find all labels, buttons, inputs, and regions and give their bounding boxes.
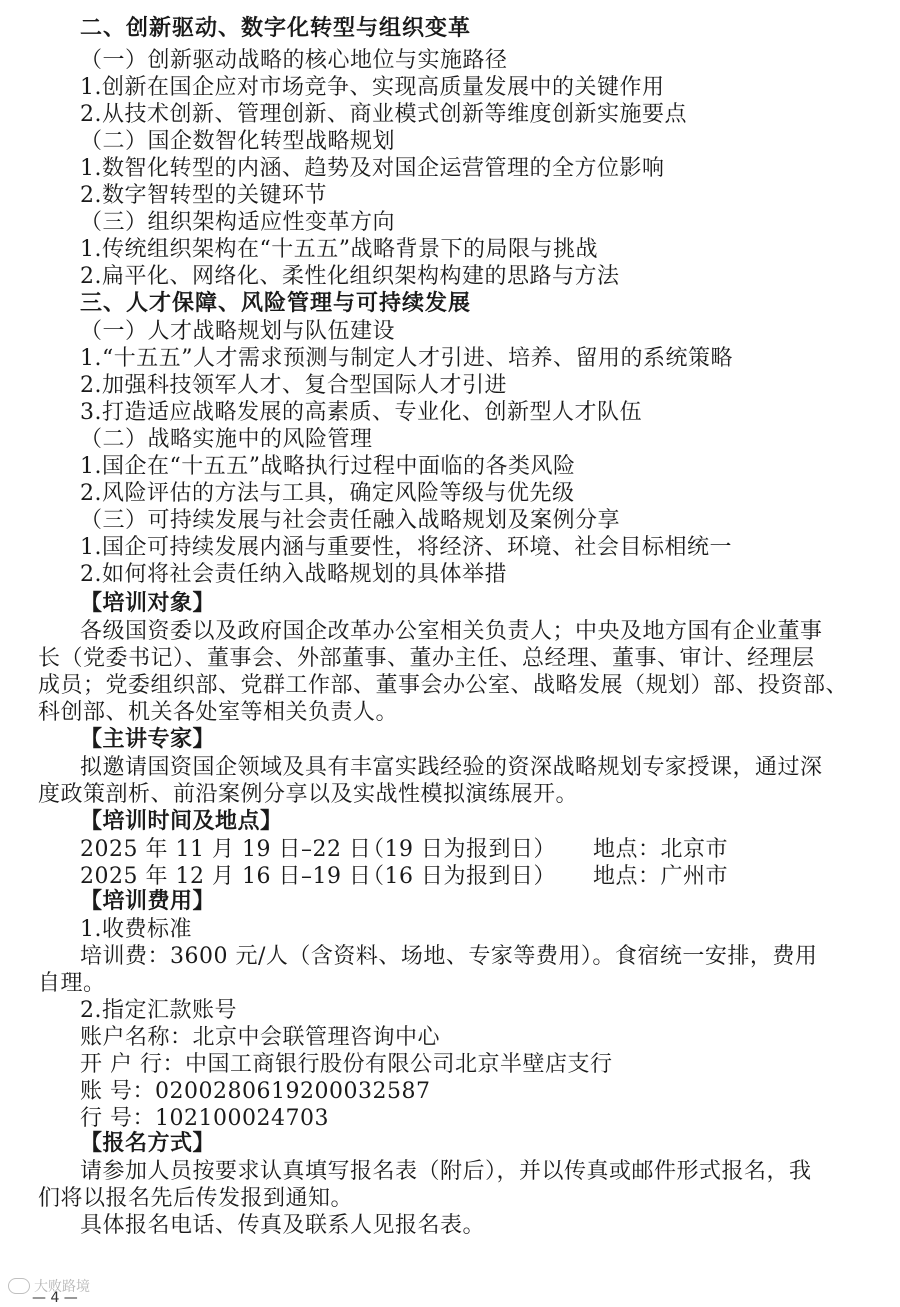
section-heading-3: 三、人才保障、风险管理与可持续发展 [80,290,472,316]
audience-heading: 【培训对象】 [80,590,216,616]
subsection-heading: （一）人才战略规划与队伍建设 [80,319,396,344]
schedule-date: 2025 年 12 月 16 日–19 日 [80,864,372,889]
signup-text: 请参加人员按要求认真填写报名表（附后），并以传真或邮件形式报名，我 [80,1159,812,1184]
list-item: 3.打造适应战略发展的高素质、专业化、创新型人才队伍 [80,400,642,425]
fees-item: 2.指定汇款账号 [80,998,237,1023]
schedule-place: 地点：北京市 [593,837,729,862]
audience-text: 各级国资委以及政府国企改革办公室相关负责人；中央及地方国有企业董事 [80,619,823,644]
subsection-heading: （三）可持续发展与社会责任融入战略规划及案例分享 [80,508,621,533]
list-item: 2.从技术创新、管理创新、商业模式创新等维度创新实施要点 [80,102,687,127]
fees-text: 自理。 [38,971,106,996]
list-item: 2.加强科技领军人才、复合型国际人才引进 [80,373,507,398]
bank-number: 行 号：102100024703 [80,1106,329,1131]
schedule-place: 地点：广州市 [593,864,729,889]
audience-text: 科创部、机关各处室等相关负责人。 [38,700,399,725]
experts-text: 度政策剖析、前沿案例分享以及实战性模拟演练展开。 [38,782,579,807]
schedule-note: （16 日为报到日） [362,864,556,889]
list-item: 1.数智化转型的内涵、趋势及对国企运营管理的全方位影响 [80,156,665,181]
fees-item: 1.收费标准 [80,917,192,942]
account-bank: 开 户 行：中国工商银行股份有限公司北京半壁店支行 [80,1052,613,1077]
list-item: 1.创新在国企应对市场竞争、实现高质量发展中的关键作用 [80,75,665,100]
list-item: 2.如何将社会责任纳入战略规划的具体举措 [80,562,507,587]
watermark-text: 大败路境 [34,1279,90,1295]
section-heading-2: 二、创新驱动、数字化转型与组织变革 [80,15,472,41]
subsection-heading: （一）创新驱动战略的核心地位与实施路径 [80,48,508,73]
account-number: 账 号：0200280619200032587 [80,1079,431,1104]
account-name: 账户名称：北京中会联管理咨询中心 [80,1025,441,1050]
signup-text: 具体报名电话、传真及联系人见报名表。 [80,1213,486,1238]
schedule-note: （19 日为报到日） [362,837,556,862]
schedule-heading: 【培训时间及地点】 [80,808,283,834]
page-number: — 4 — [32,1290,78,1306]
list-item: 1.传统组织架构在“十五五”战略背景下的局限与挑战 [80,237,598,262]
list-item: 2.扁平化、网络化、柔性化组织架构构建的思路与方法 [80,264,620,289]
signup-heading: 【报名方式】 [80,1130,216,1156]
list-item: 2.数字智转型的关键环节 [80,183,327,208]
signup-text: 们将以报名先后传发报到通知。 [38,1186,354,1211]
experts-text: 拟邀请国资国企领域及具有丰富实践经验的资深战略规划专家授课，通过深 [80,755,823,780]
subsection-heading: （三）组织架构适应性变革方向 [80,210,396,235]
experts-heading: 【主讲专家】 [80,726,216,752]
audience-text: 长（党委书记）、董事会、外部董事、董办主任、总经理、董事、审计、经理层 [38,646,815,671]
subsection-heading: （二）国企数智化转型战略规划 [80,129,396,154]
fees-text: 培训费：3600 元/人（含资料、场地、专家等费用）。食宿统一安排，费用 [80,944,818,969]
schedule-date: 2025 年 11 月 19 日–22 日 [80,837,372,862]
subsection-heading: （二）战略实施中的风险管理 [80,427,373,452]
list-item: 1.国企在“十五五”战略执行过程中面临的各类风险 [80,454,576,479]
list-item: 1.国企可持续发展内涵与重要性，将经济、环境、社会目标相统一 [80,535,732,560]
fees-heading: 【培训费用】 [80,888,216,914]
watermark-logo-icon [8,1278,30,1294]
audience-text: 成员；党委组织部、党群工作部、董事会办公室、战略发展（规划）部、投资部、 [38,673,849,698]
list-item: 1.“十五五”人才需求预测与制定人才引进、培养、留用的系统策略 [80,346,733,371]
list-item: 2.风险评估的方法与工具，确定风险等级与优先级 [80,481,575,506]
